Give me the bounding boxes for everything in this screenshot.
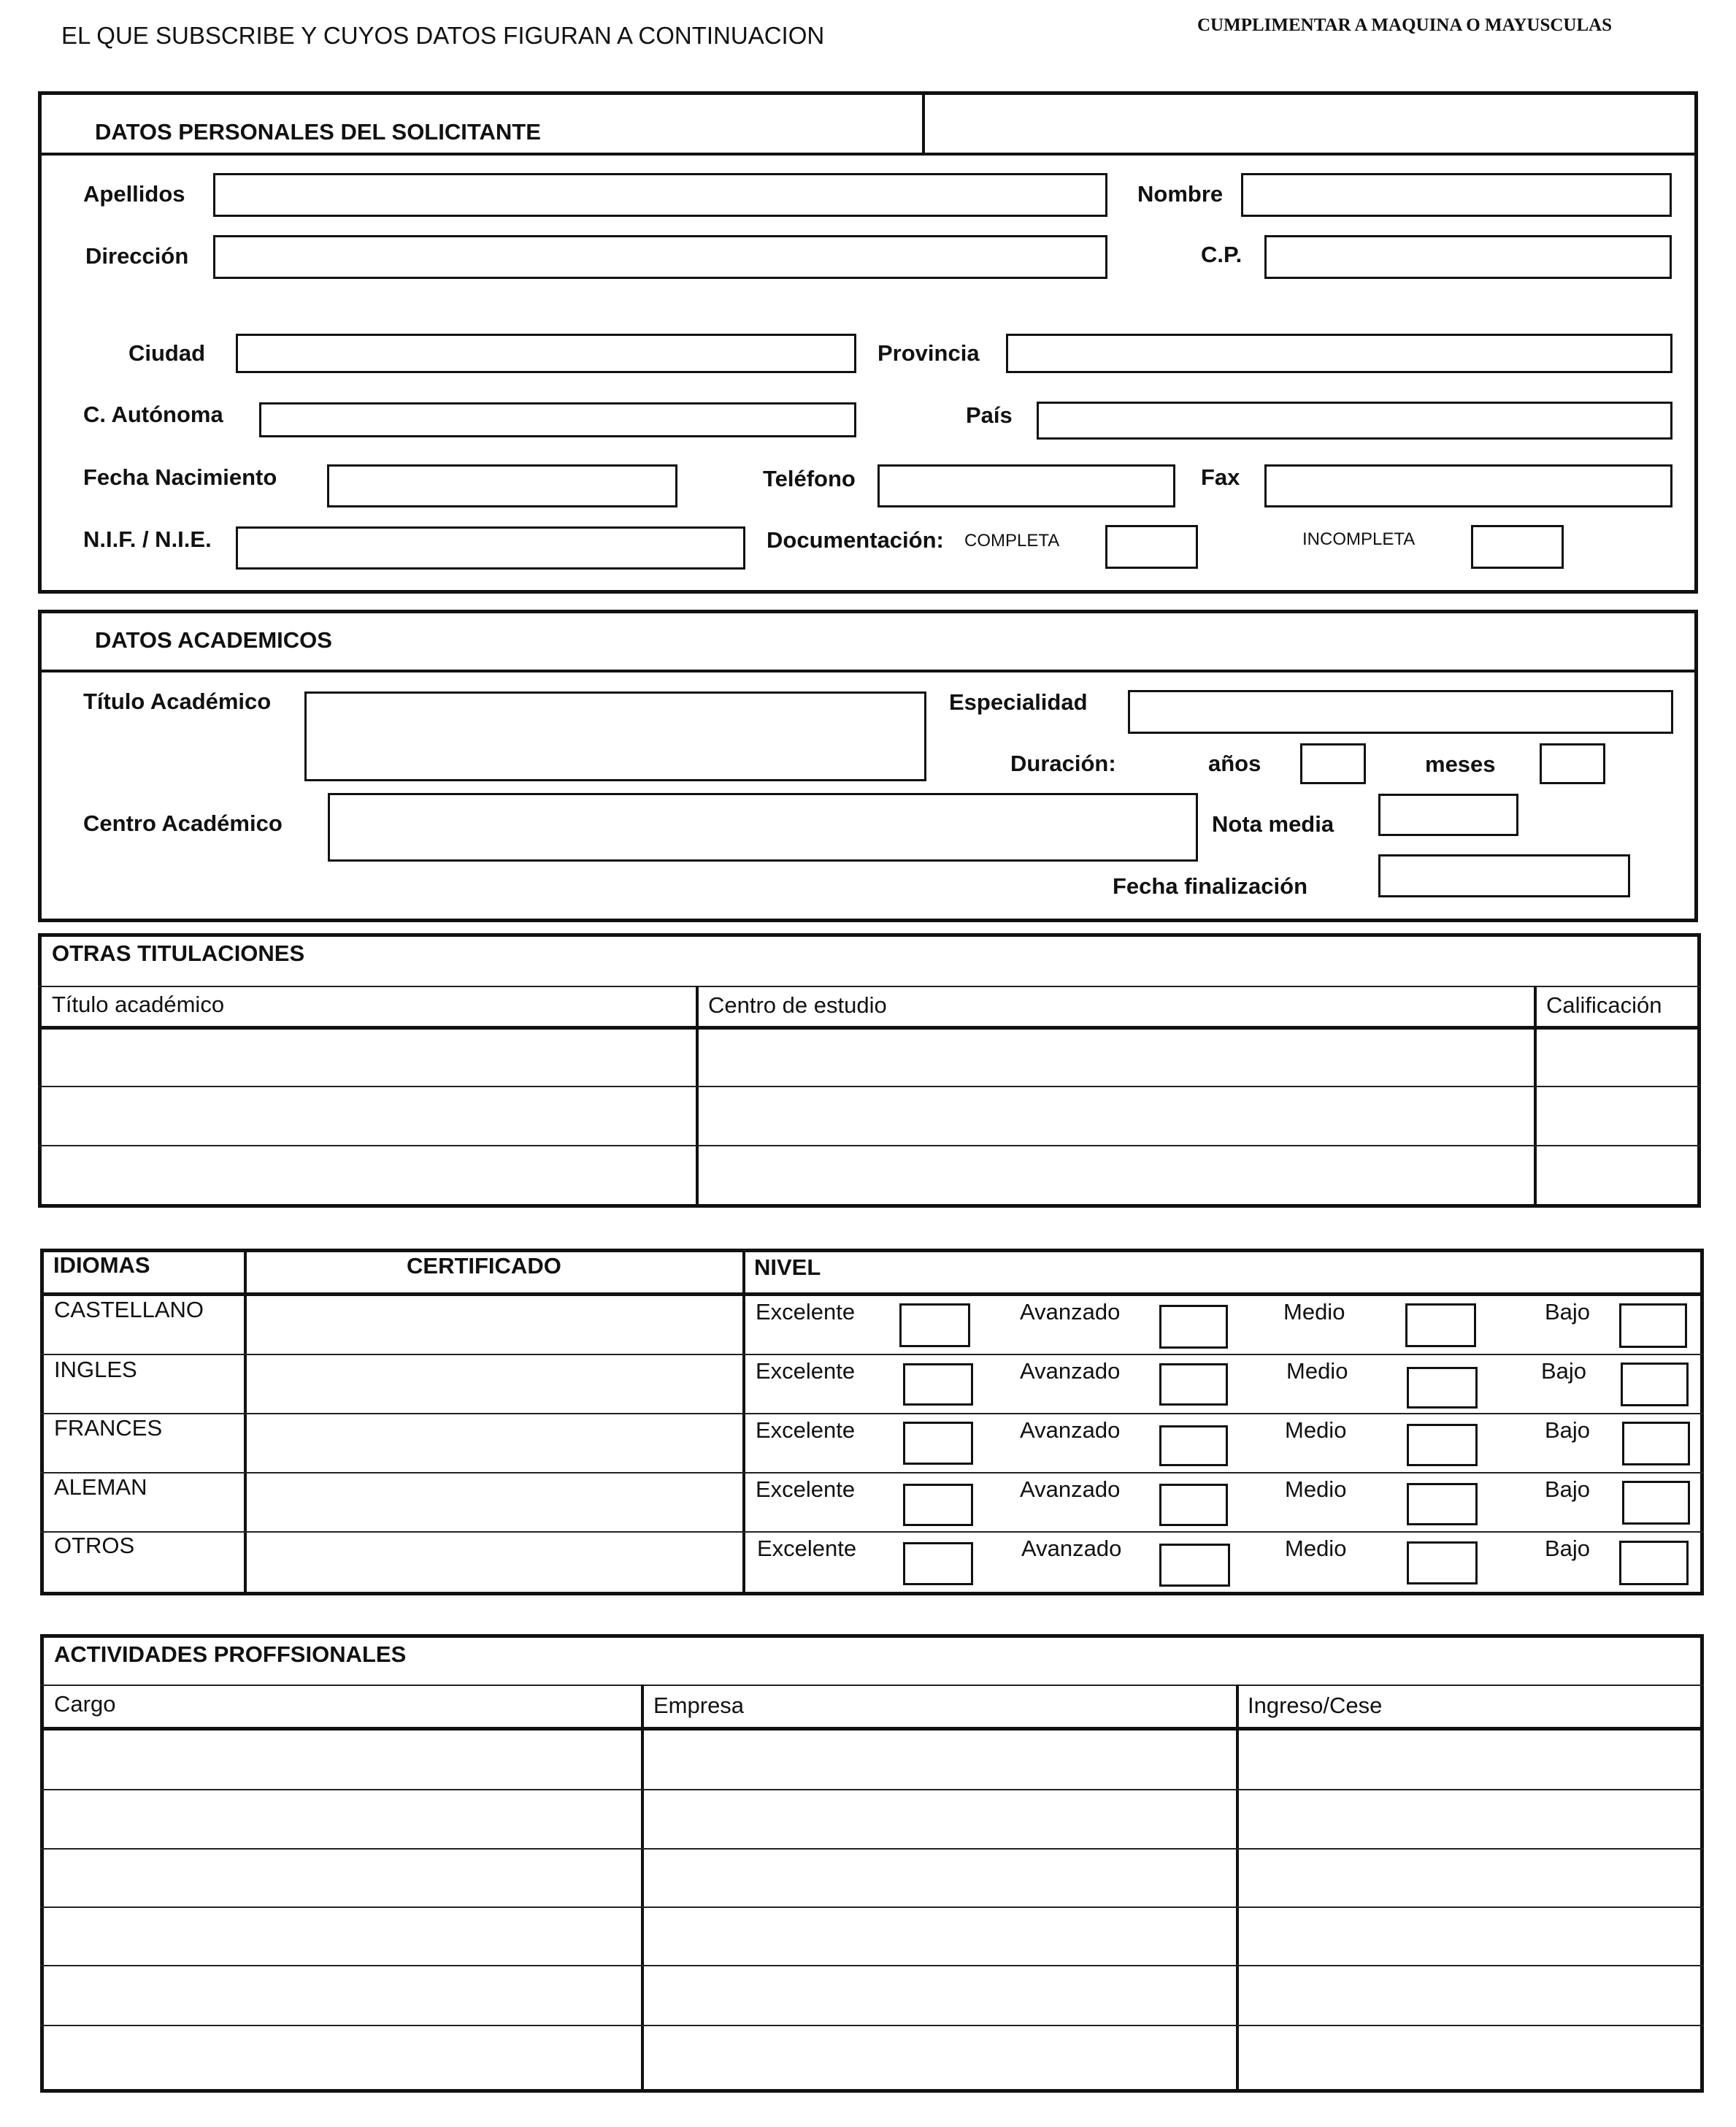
level-label: Medio xyxy=(1285,1417,1347,1443)
apellidos-field[interactable] xyxy=(213,173,1107,217)
certificado-cell-otros[interactable] xyxy=(250,1535,739,1590)
actividades-cell-cargo-4[interactable] xyxy=(46,1909,639,1963)
incompleta-checkbox[interactable] xyxy=(1471,525,1564,569)
pais-field[interactable] xyxy=(1037,402,1672,440)
ingles-avanzado-checkbox[interactable] xyxy=(1159,1363,1228,1406)
ingles-medio-checkbox[interactable] xyxy=(1407,1367,1478,1409)
level-label: Avanzado xyxy=(1020,1476,1121,1502)
otras-col-titulo: Título académico xyxy=(52,992,225,1017)
otras-col-divider-1 xyxy=(696,986,699,1208)
otros-medio-checkbox[interactable] xyxy=(1407,1541,1478,1584)
actividades-col-divider-2 xyxy=(1236,1685,1239,2093)
telefono-label: Teléfono xyxy=(763,466,856,491)
certificado-cell-ingles[interactable] xyxy=(250,1357,739,1410)
idiomas-col-divider-1 xyxy=(244,1249,247,1595)
level-label: Bajo xyxy=(1541,1358,1587,1384)
language-otros: OTROS xyxy=(54,1533,135,1558)
actividades-cell-ingreso-1[interactable] xyxy=(1241,1732,1698,1787)
actividades-col-empresa: Empresa xyxy=(653,1693,745,1718)
aleman-medio-checkbox[interactable] xyxy=(1407,1483,1478,1525)
otros-excelente-checkbox[interactable] xyxy=(903,1542,973,1585)
castellano-excelente-checkbox[interactable] xyxy=(899,1303,970,1347)
actividades-section-title: ACTIVIDADES PROFFSIONALES xyxy=(54,1641,407,1667)
level-label: Bajo xyxy=(1545,1476,1591,1502)
nota-field[interactable] xyxy=(1378,794,1518,836)
ciudad-label: Ciudad xyxy=(128,340,206,366)
actividades-header-divider xyxy=(40,1727,1704,1731)
level-label: Excelente xyxy=(756,1417,856,1443)
actividades-cell-empresa-5[interactable] xyxy=(646,1968,1234,2023)
language-aleman: ALEMAN xyxy=(54,1474,147,1500)
nif-field[interactable] xyxy=(236,526,745,570)
direccion-label: Dirección xyxy=(85,243,189,269)
level-label: Avanzado xyxy=(1020,1299,1121,1325)
meses-label: meses xyxy=(1425,751,1496,777)
idiomas-header: IDIOMAS xyxy=(53,1252,150,1278)
actividades-cell-cargo-5[interactable] xyxy=(46,1968,639,2023)
otras-title-divider xyxy=(38,986,1701,987)
ingles-bajo-checkbox[interactable] xyxy=(1621,1363,1689,1406)
nota-label: Nota media xyxy=(1212,811,1334,837)
especialidad-field[interactable] xyxy=(1128,690,1673,734)
language-ingles: INGLES xyxy=(54,1357,137,1382)
actividades-cell-ingreso-4[interactable] xyxy=(1241,1909,1698,1963)
level-label: Medio xyxy=(1285,1536,1347,1561)
fax-field[interactable] xyxy=(1264,464,1672,507)
frances-excelente-checkbox[interactable] xyxy=(903,1422,973,1465)
nif-label: N.I.F. / N.I.E. xyxy=(83,526,212,552)
personal-title-separator xyxy=(922,91,925,154)
certificado-cell-castellano[interactable] xyxy=(250,1298,739,1351)
otras-cell-titulo-1[interactable] xyxy=(44,1031,694,1084)
otras-cell-centro-2[interactable] xyxy=(701,1089,1532,1143)
level-label: Excelente xyxy=(756,1476,856,1502)
completa-checkbox[interactable] xyxy=(1105,525,1198,569)
autonoma-field[interactable] xyxy=(259,402,856,437)
level-label: Bajo xyxy=(1545,1536,1591,1561)
idiomas-header-divider xyxy=(40,1292,1704,1296)
documentacion-label: Documentación: xyxy=(767,527,944,553)
actividades-col-divider-1 xyxy=(641,1685,644,2093)
aleman-excelente-checkbox[interactable] xyxy=(903,1484,973,1526)
certificado-cell-aleman[interactable] xyxy=(250,1476,739,1528)
actividades-row-divider xyxy=(40,1965,1704,1966)
fecha-nacimiento-label: Fecha Nacimiento xyxy=(83,464,277,490)
actividades-cell-cargo-2[interactable] xyxy=(46,1792,639,1847)
certificado-cell-frances[interactable] xyxy=(250,1417,739,1469)
otras-col-calificacion: Calificación xyxy=(1546,992,1662,1018)
cp-label: C.P. xyxy=(1201,242,1243,267)
actividades-cell-ingreso-5[interactable] xyxy=(1241,1968,1698,2023)
otras-cell-calificacion-1[interactable] xyxy=(1539,1031,1695,1084)
idiomas-row-divider xyxy=(40,1531,1704,1533)
otras-header-divider xyxy=(38,1026,1701,1030)
titulo-field[interactable] xyxy=(304,691,926,781)
castellano-avanzado-checkbox[interactable] xyxy=(1159,1305,1228,1349)
direccion-field[interactable] xyxy=(213,235,1107,279)
academic-title-divider xyxy=(38,670,1698,672)
fecha-fin-label: Fecha finalización xyxy=(1113,873,1308,899)
idiomas-row-divider xyxy=(40,1472,1704,1473)
actividades-cell-empresa-2[interactable] xyxy=(646,1792,1234,1847)
nombre-label: Nombre xyxy=(1137,181,1224,207)
actividades-row-divider xyxy=(40,2025,1704,2026)
fecha-nacimiento-field[interactable] xyxy=(327,464,677,507)
provincia-field[interactable] xyxy=(1006,334,1672,373)
otras-section-title: OTRAS TITULACIONES xyxy=(52,940,305,966)
level-label: Medio xyxy=(1283,1299,1345,1325)
actividades-row-divider xyxy=(40,1906,1704,1908)
otras-row-divider xyxy=(38,1086,1701,1087)
level-label: Bajo xyxy=(1545,1299,1591,1325)
autonoma-label: C. Autónoma xyxy=(83,402,223,427)
otros-bajo-checkbox[interactable] xyxy=(1619,1541,1689,1585)
frances-bajo-checkbox[interactable] xyxy=(1622,1422,1690,1465)
level-label: Medio xyxy=(1286,1358,1348,1384)
otras-cell-titulo-2[interactable] xyxy=(44,1089,694,1143)
otros-avanzado-checkbox[interactable] xyxy=(1159,1544,1230,1587)
aleman-bajo-checkbox[interactable] xyxy=(1622,1481,1690,1525)
language-frances: FRANCES xyxy=(54,1415,163,1441)
frances-medio-checkbox[interactable] xyxy=(1407,1424,1478,1466)
language-castellano: CASTELLANO xyxy=(54,1297,204,1322)
ingles-excelente-checkbox[interactable] xyxy=(903,1363,973,1406)
otras-cell-calificacion-3[interactable] xyxy=(1539,1149,1695,1203)
level-label: Avanzado xyxy=(1020,1417,1121,1443)
actividades-cell-empresa-3[interactable] xyxy=(646,1851,1234,1905)
level-label: Excelente xyxy=(756,1358,856,1384)
duracion-label: Duración: xyxy=(1010,751,1116,776)
ciudad-field[interactable] xyxy=(236,334,856,373)
fax-label: Fax xyxy=(1201,464,1240,490)
level-label: Avanzado xyxy=(1021,1536,1122,1561)
idiomas-col-divider-2 xyxy=(742,1249,745,1595)
actividades-title-divider xyxy=(40,1685,1704,1686)
otras-cell-centro-3[interactable] xyxy=(701,1149,1532,1203)
personal-section-title: DATOS PERSONALES DEL SOLICITANTE xyxy=(95,119,541,145)
actividades-cell-cargo-1[interactable] xyxy=(46,1732,639,1787)
level-label: Medio xyxy=(1285,1476,1347,1502)
meses-field[interactable] xyxy=(1540,743,1605,784)
actividades-col-cargo: Cargo xyxy=(54,1691,116,1717)
actividades-cell-ingreso-6[interactable] xyxy=(1241,2028,1698,2089)
titulo-label: Título Académico xyxy=(83,689,272,714)
otras-cell-titulo-3[interactable] xyxy=(44,1149,694,1203)
otras-cell-calificacion-2[interactable] xyxy=(1539,1089,1695,1143)
actividades-col-ingreso: Ingreso/Cese xyxy=(1248,1693,1383,1718)
actividades-cell-ingreso-2[interactable] xyxy=(1241,1792,1698,1847)
nombre-field[interactable] xyxy=(1241,173,1672,217)
incompleta-label: INCOMPLETA xyxy=(1302,529,1416,549)
actividades-cell-ingreso-3[interactable] xyxy=(1241,1851,1698,1905)
anos-field[interactable] xyxy=(1300,743,1366,784)
centro-field[interactable] xyxy=(328,793,1198,862)
actividades-cell-empresa-6[interactable] xyxy=(646,2028,1234,2089)
level-label: Excelente xyxy=(757,1536,857,1561)
nivel-header: NIVEL xyxy=(754,1254,821,1280)
actividades-cell-empresa-4[interactable] xyxy=(646,1909,1234,1963)
personal-title-divider xyxy=(38,153,1698,156)
actividades-cell-cargo-6[interactable] xyxy=(46,2028,639,2089)
certificado-header: CERTIFICADO xyxy=(407,1253,561,1279)
centro-label: Centro Académico xyxy=(83,810,283,836)
idiomas-row-divider xyxy=(40,1354,1704,1355)
completa-label: COMPLETA xyxy=(964,531,1060,551)
header-right-text: CUMPLIMENTAR A MAQUINA O MAYUSCULAS xyxy=(1197,15,1613,35)
frances-avanzado-checkbox[interactable] xyxy=(1159,1425,1228,1466)
level-label: Bajo xyxy=(1545,1417,1591,1443)
idiomas-row-divider xyxy=(40,1413,1704,1414)
header-left-text: EL QUE SUBSCRIBE Y CUYOS DATOS FIGURAN A CONTINUACION xyxy=(61,22,825,49)
aleman-avanzado-checkbox[interactable] xyxy=(1159,1484,1228,1526)
telefono-field[interactable] xyxy=(877,464,1175,507)
otras-col-centro: Centro de estudio xyxy=(708,992,887,1018)
otras-cell-centro-1[interactable] xyxy=(701,1031,1532,1084)
anos-label: años xyxy=(1208,751,1261,776)
provincia-label: Provincia xyxy=(877,340,980,366)
otras-row-divider xyxy=(38,1145,1701,1146)
fecha-fin-field[interactable] xyxy=(1378,854,1630,897)
actividades-cell-cargo-3[interactable] xyxy=(46,1851,639,1905)
actividades-row-divider xyxy=(40,1789,1704,1790)
level-label: Avanzado xyxy=(1020,1358,1121,1384)
castellano-bajo-checkbox[interactable] xyxy=(1619,1303,1687,1348)
apellidos-label: Apellidos xyxy=(83,181,185,207)
cp-field[interactable] xyxy=(1264,235,1672,279)
actividades-row-divider xyxy=(40,1848,1704,1850)
academic-section-title: DATOS ACADEMICOS xyxy=(95,627,332,653)
level-label: Excelente xyxy=(756,1299,856,1325)
actividades-cell-empresa-1[interactable] xyxy=(646,1732,1234,1787)
castellano-medio-checkbox[interactable] xyxy=(1405,1303,1476,1347)
especialidad-label: Especialidad xyxy=(949,689,1088,715)
otras-col-divider-2 xyxy=(1534,986,1537,1208)
pais-label: País xyxy=(966,402,1013,428)
